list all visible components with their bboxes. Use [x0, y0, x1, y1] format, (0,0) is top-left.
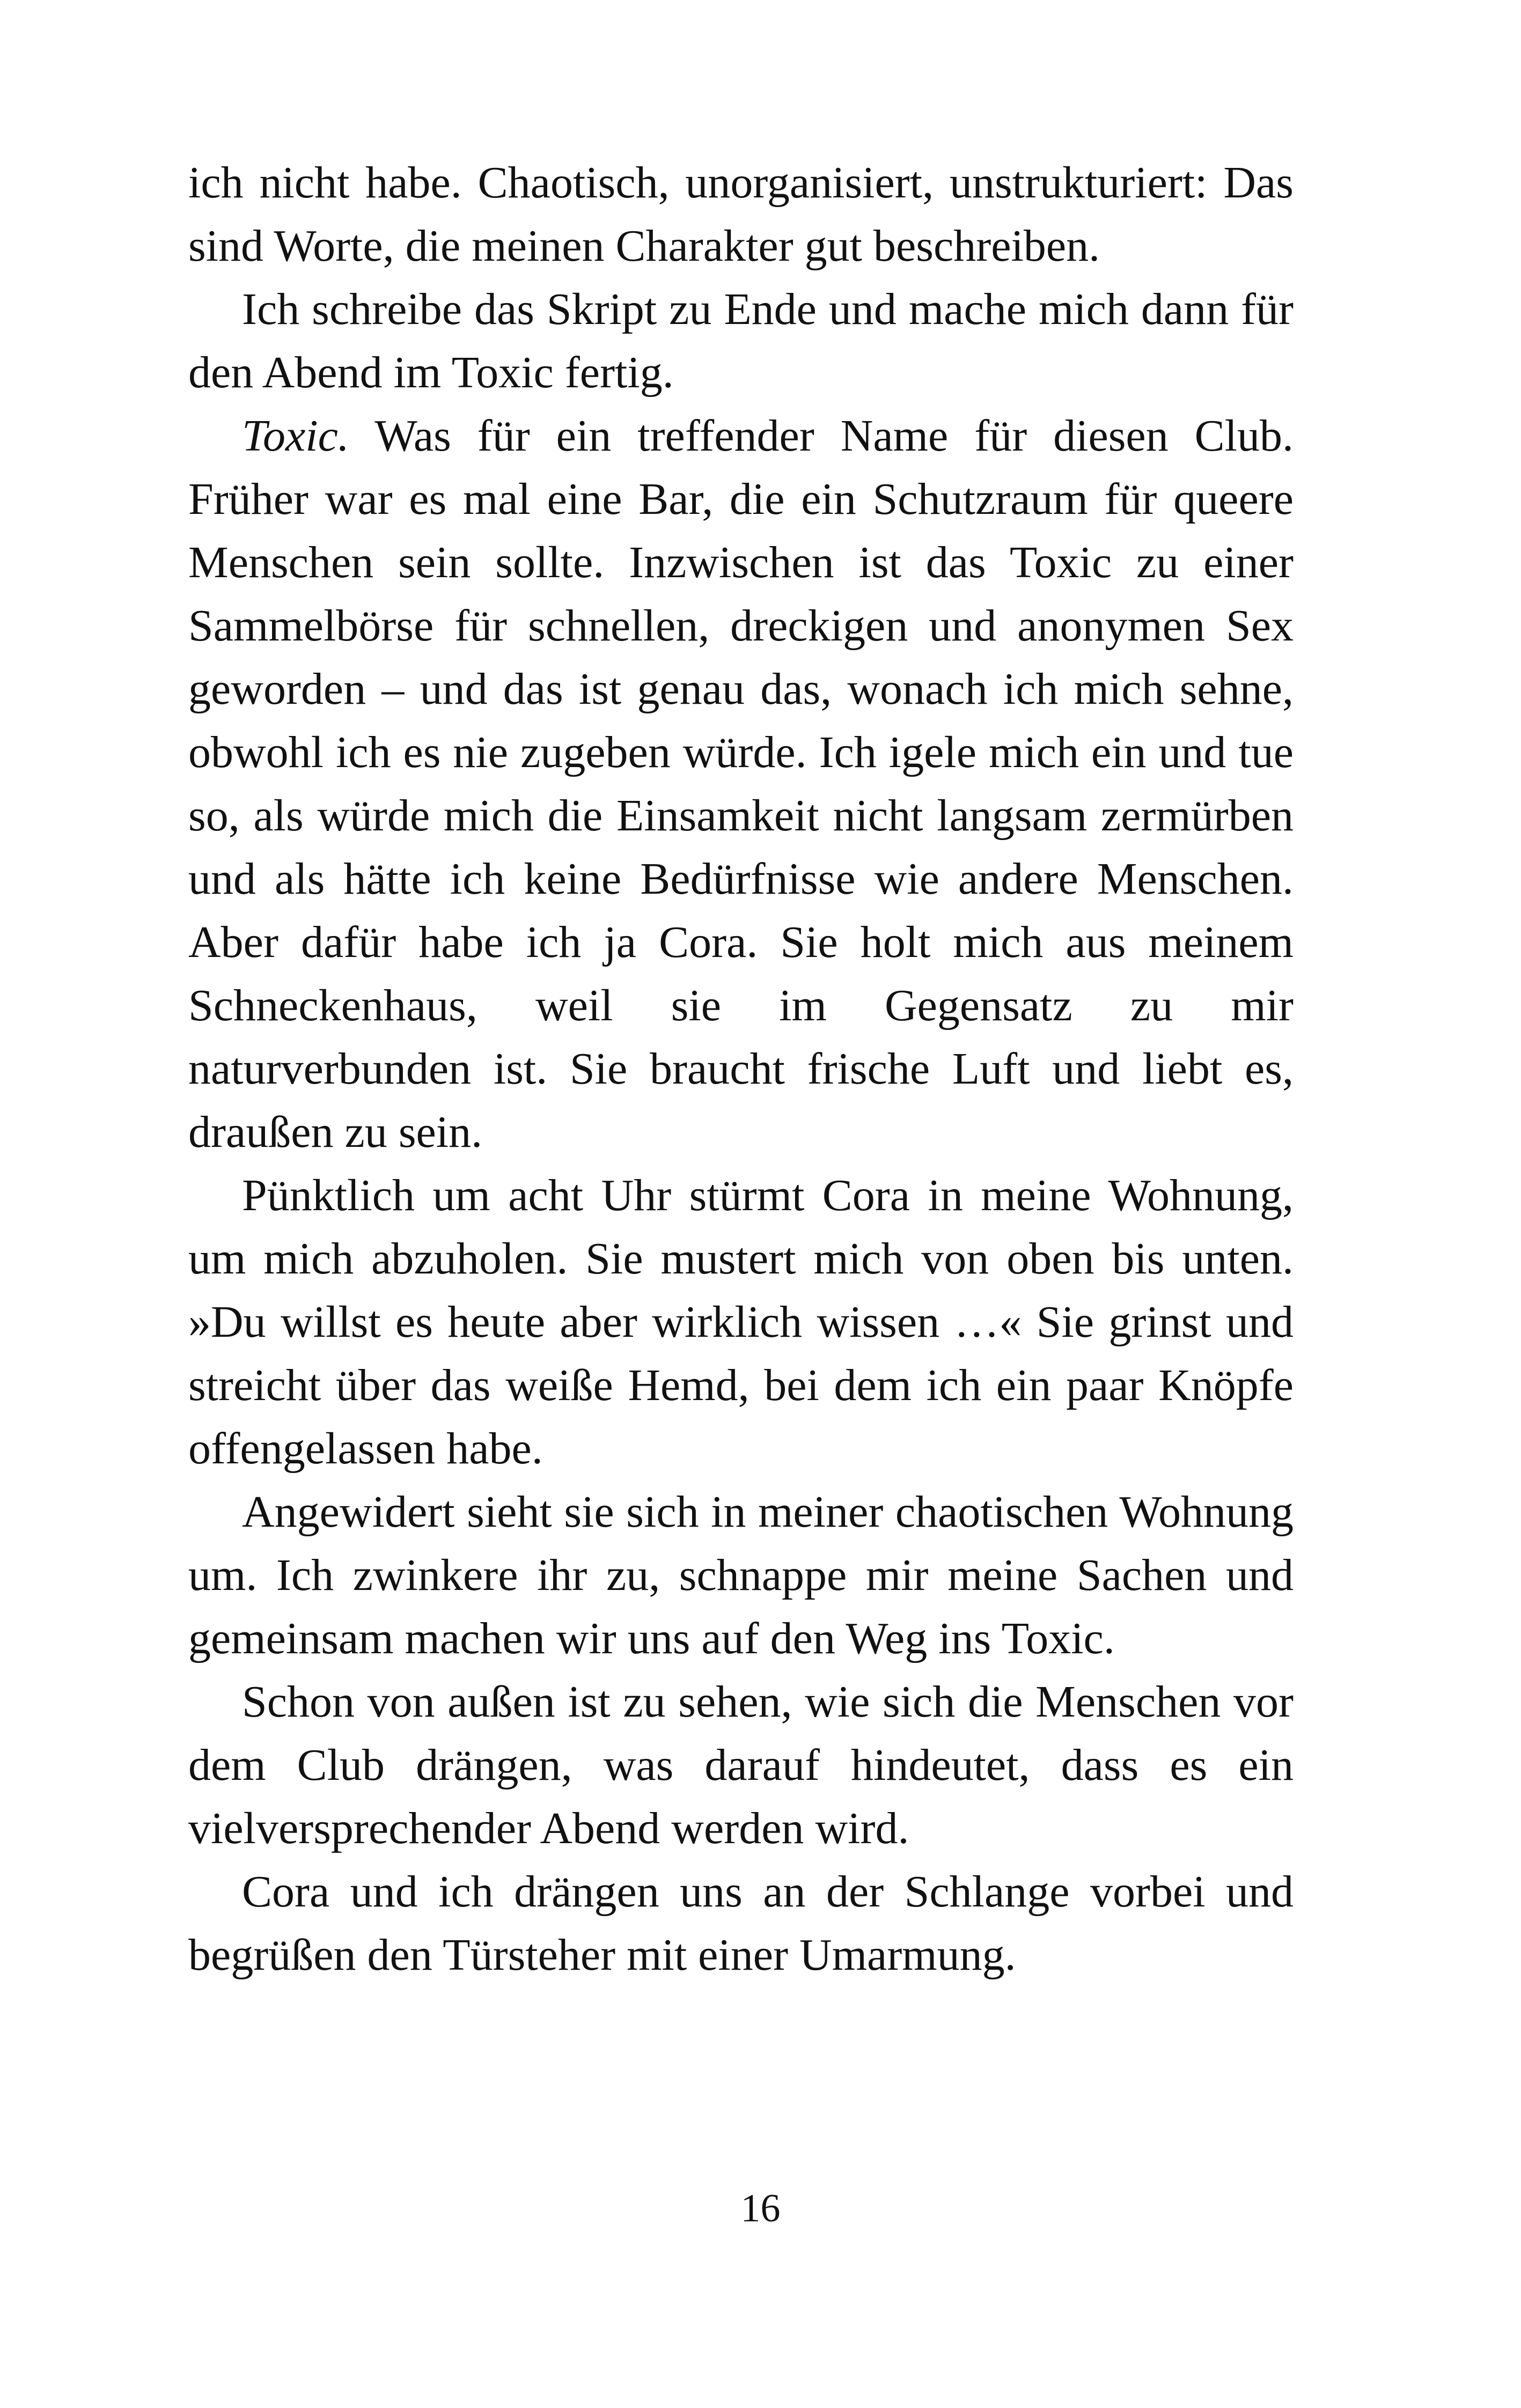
- paragraph-1: [188, 151, 1294, 278]
- paragraph-2: [188, 278, 1294, 404]
- paragraph-5: [188, 1481, 1294, 1670]
- paragraph-7: [188, 1860, 1294, 1987]
- paragraph-5-text: Angewidert sieht sie sich in meiner chaotischen Wohnung um. Ich zwinkere ihr zu, schnappe mir meine Sachen und gemeinsam machen wir uns auf den Weg ins Toxic.: [188, 1487, 1294, 1663]
- body-text: [188, 151, 1294, 1987]
- paragraph-3-text: Was für ein treffender Name für diesen Club. Früher war es mal eine Bar, die ein Schutzraum für queere Menschen sein sollte. Inzwischen ist das Toxic zu einer Sammelbörse für schnellen, dreckigen und anonymen Sex geworden – und das ist genau das, wonach ich mich sehne, obwohl ich es nie zugeben würde. Ich igele mich ein und tue so, als würde mich die Einsamkeit nicht langsam zermürben und als hätte ich keine Bedürfnisse wie andere Menschen. Aber dafür habe ich ja Cora. Sie holt mich aus meinem Schneckenhaus, weil sie im Gegensatz zu mir naturverbunden ist. Sie braucht frische Luft und liebt es, draußen zu sein.: [188, 411, 1294, 1157]
- page-number: 16: [740, 2186, 781, 2230]
- paragraph-6-text: Schon von außen ist zu sehen, wie sich die Menschen vor dem Club drängen, was darauf hindeutet, dass es ein vielversprechender Abend werden wird.: [188, 1677, 1294, 1853]
- paragraph-4-text: Pünktlich um acht Uhr stürmt Cora in meine Wohnung, um mich abzuholen. Sie mustert mich von oben bis unten. »Du willst es heute aber wirklich wissen …« Sie grinst und streicht über das weiße Hemd, bei dem ich ein paar Knöpfe offengelassen habe.: [188, 1170, 1294, 1474]
- paragraph-4: [188, 1164, 1294, 1481]
- paragraph-7-text: Cora und ich drängen uns an der Schlange vorbei und begrüßen den Türsteher mit einer Umarmung.: [188, 1867, 1294, 1980]
- paragraph-3-italic-lead: Toxic.: [242, 411, 349, 461]
- paragraph-2-text: Ich schreibe das Skript zu Ende und mache mich dann für den Abend im Toxic fertig.: [188, 284, 1294, 397]
- paragraph-6: [188, 1670, 1294, 1860]
- paragraph-1-text: ich nicht habe. Chaotisch, unorganisiert, unstrukturiert: Das sind Worte, die meinen Charakter gut beschreiben.: [188, 158, 1294, 271]
- paragraph-3: [188, 404, 1294, 1164]
